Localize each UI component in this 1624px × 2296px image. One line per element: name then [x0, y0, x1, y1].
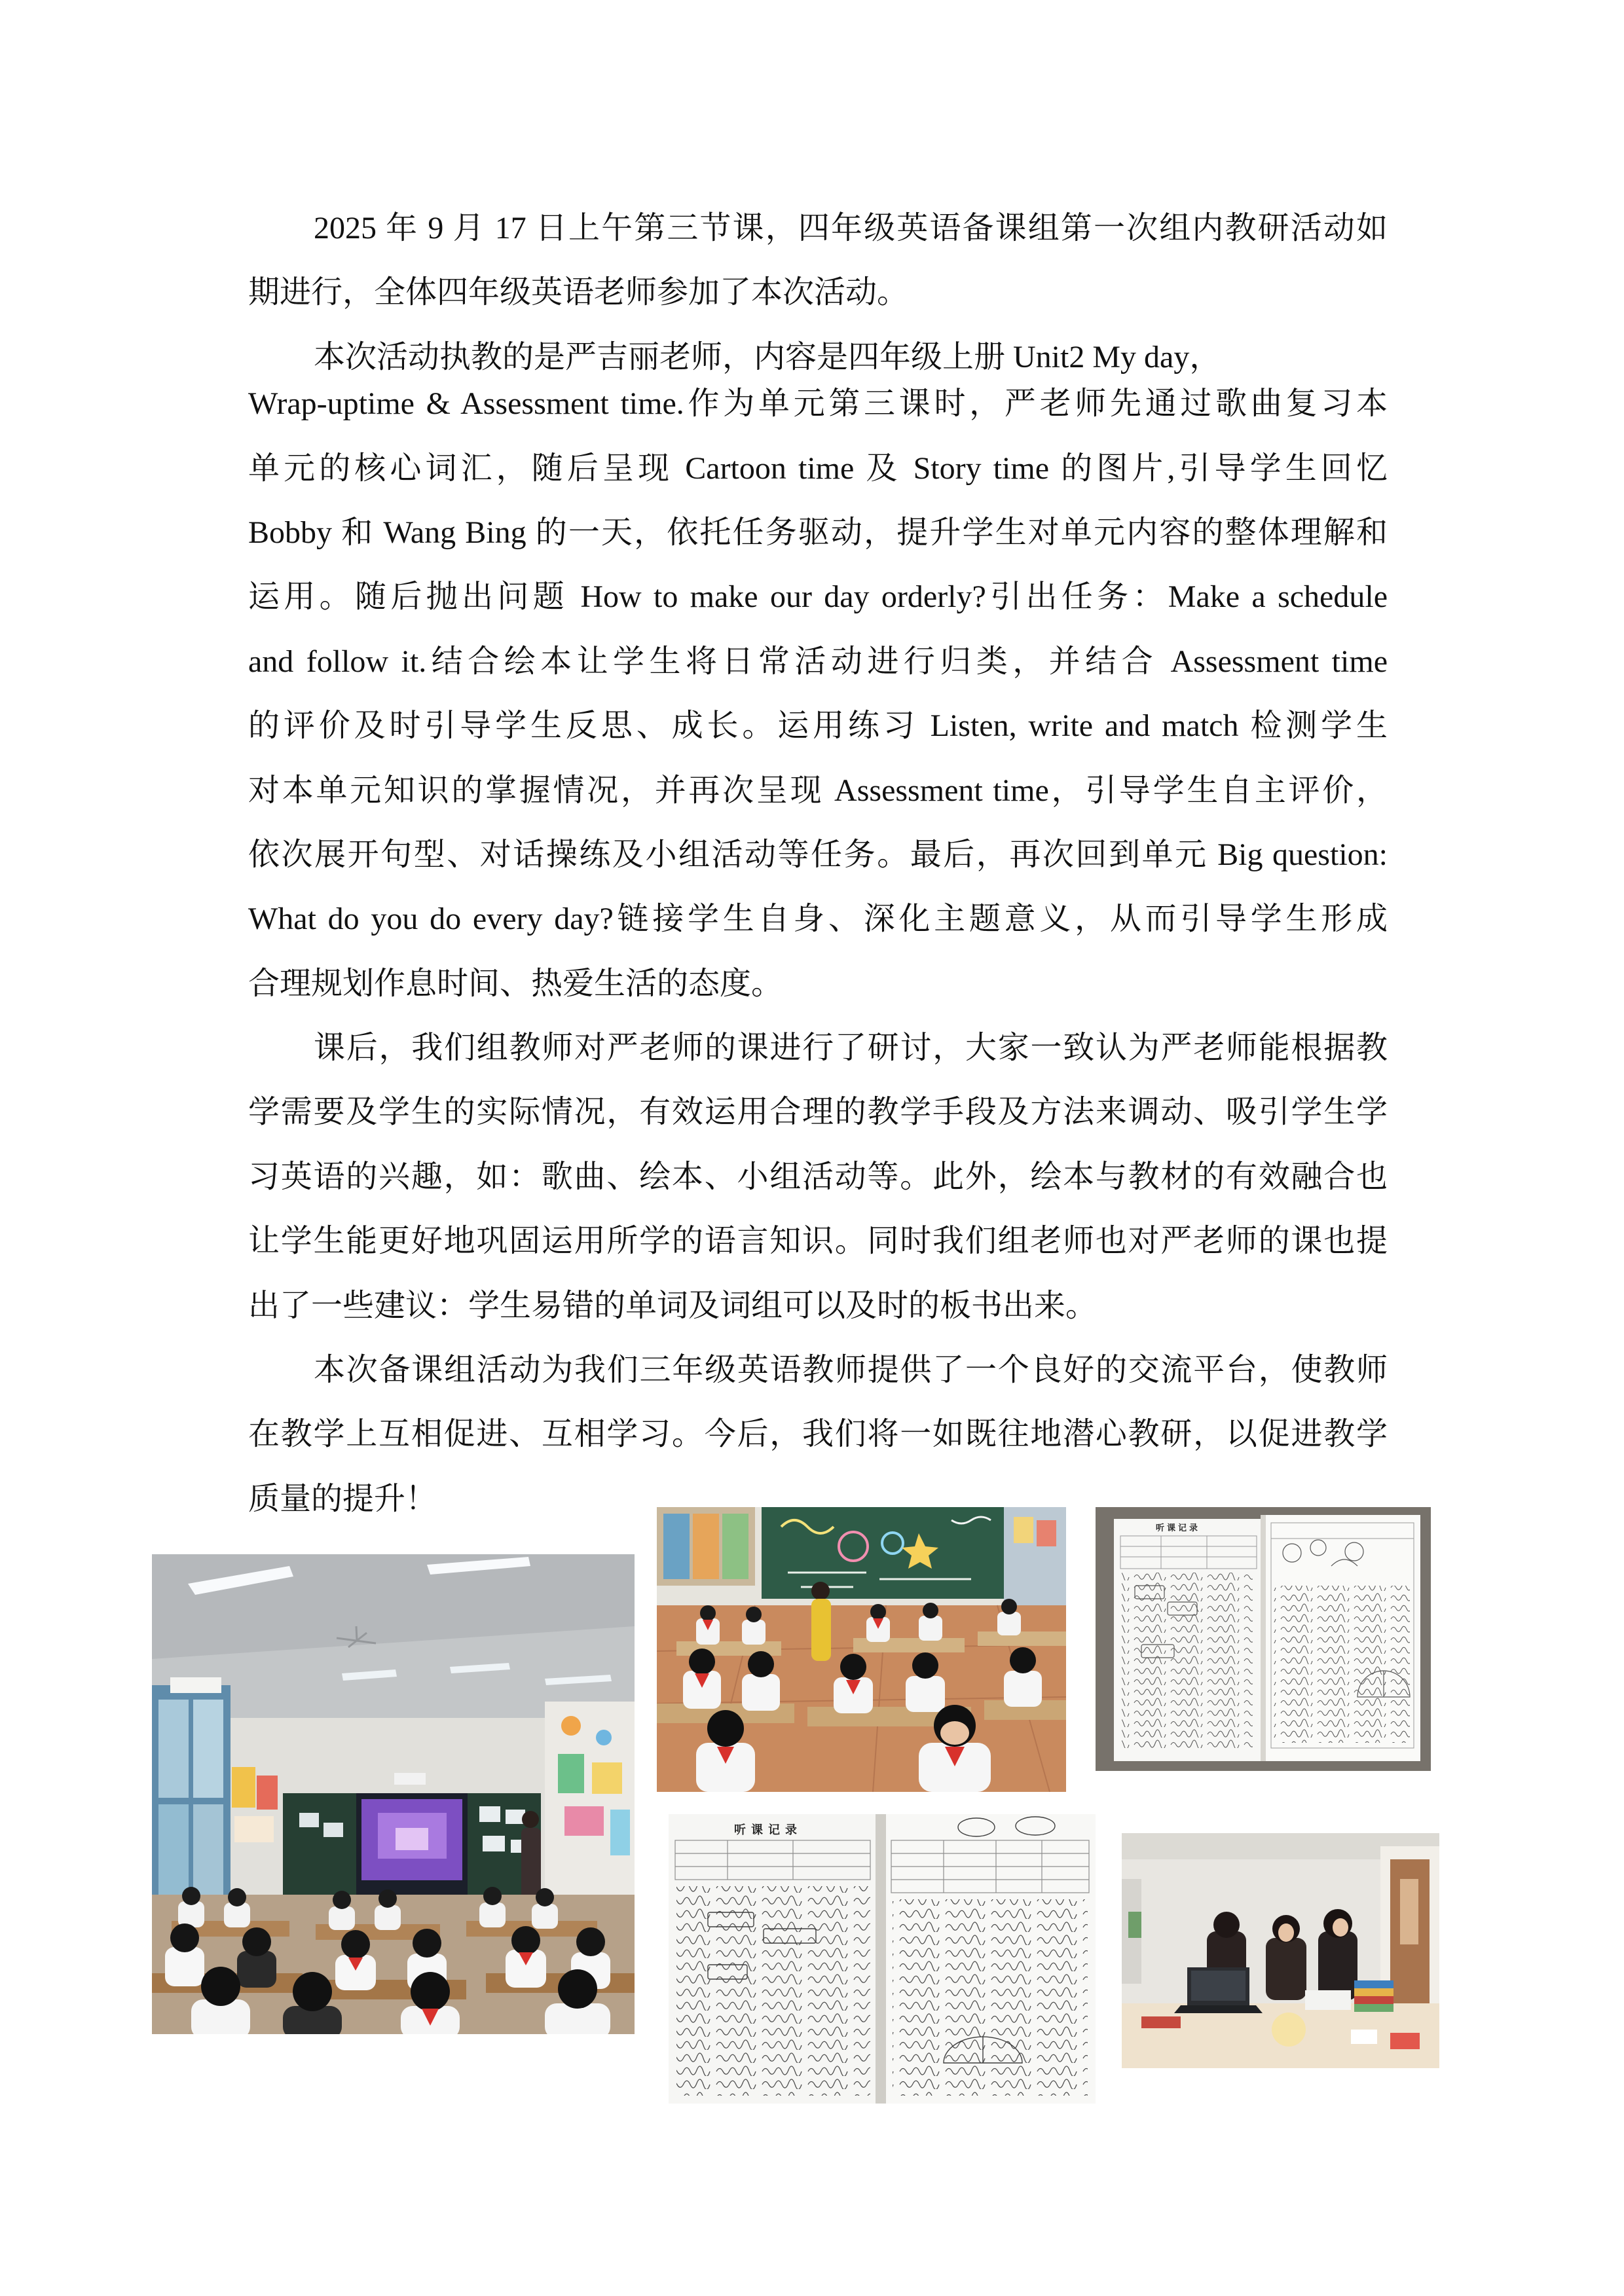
lesson-notes-picture-1	[1096, 1507, 1431, 1771]
photo-classroom-screen	[152, 1554, 635, 2034]
report-body	[248, 196, 1388, 1531]
classroom-screen-picture	[152, 1554, 635, 2034]
paragraph-2-line: and follow it.结合绘本让学生将日常活动进行归类，并结合 Assessment time	[248, 644, 1388, 679]
paragraph-3-line: 习英语的兴趣，如：歌曲、绘本、小组活动等。此外，绘本与教材的有效融合也	[248, 1159, 1388, 1194]
paragraph-1-line: 期进行，全体四年级英语老师参加了本次活动。	[248, 275, 909, 310]
paragraph-4-line: 本次备课组活动为我们三年级英语教师提供了一个良好的交流平台，使教师	[314, 1353, 1388, 1388]
notebook-heading: 听课记录	[1156, 1523, 1201, 1533]
notebook-heading: 听课记录	[734, 1823, 802, 1837]
lesson-notes-picture-2	[669, 1814, 1096, 2104]
paragraph-2-line: What do you do every day?链接学生自身、深化主题意义，从而引导学生形成	[248, 902, 1388, 937]
paragraph-3-line: 出了一些建议：学生易错的单词及词组可以及时的板书出来。	[248, 1288, 1098, 1323]
paragraph-3-line: 学需要及学生的实际情况，有效运用合理的教学手段及方法来调动、吸引学生学	[248, 1095, 1388, 1130]
photo-lesson-notes-1	[1096, 1507, 1431, 1771]
paragraph-4-line: 质量的提升！	[248, 1481, 437, 1516]
classroom-blackboard-picture	[657, 1507, 1066, 1792]
paragraph-1-line: 2025 年 9 月 17 日上午第三节课，四年级英语备课组第一次组内教研活动如	[314, 211, 1388, 246]
paragraph-3-line: 让学生能更好地巩固运用所学的语言知识。同时我们组老师也对严老师的课也提	[248, 1224, 1388, 1259]
paragraph-2-line: 运用。随后抛出问题 How to make our day orderly?引出任务：Make a schedule	[248, 579, 1388, 615]
paragraph-2-line: 本次活动执教的是严吉丽老师，内容是四年级上册 Unit2 My day，	[314, 339, 1221, 374]
paragraph-2-line: 单元的核心词汇，随后呈现 Cartoon time 及 Story time 的图片,引导学生回忆	[248, 450, 1388, 486]
paragraph-2-line: 的评价及时引导学生反思、成长。运用练习 Listen, write and match 检测学生	[248, 708, 1388, 744]
paragraph-2-line: 依次展开句型、对话操练及小组活动等任务。最后，再次回到单元 Big question:	[248, 837, 1388, 872]
photo-lesson-notes-2	[669, 1814, 1096, 2104]
paragraph-2-line: 合理规划作息时间、热爱生活的态度。	[248, 966, 783, 1001]
paragraph-2-line: 对本单元知识的掌握情况，并再次呈现 Assessment time，引导学生自主评价，	[248, 773, 1388, 808]
paragraph-2-line: Bobby 和 Wang Bing 的一天，依托任务驱动，提升学生对单元内容的整体理解和	[248, 515, 1388, 550]
paragraph-2-line: Wrap-uptime & Assessment time.作为单元第三课时，严老师先通过歌曲复习本	[248, 386, 1388, 422]
teachers-meeting-picture	[1122, 1833, 1439, 2068]
photo-classroom-blackboard	[657, 1507, 1066, 1792]
photo-teachers-meeting	[1122, 1833, 1439, 2068]
paragraph-3-line: 课后，我们组教师对严老师的课进行了研讨，大家一致认为严老师能根据教	[314, 1030, 1388, 1066]
paragraph-4-line: 在教学上互相促进、互相学习。今后，我们将一如既往地潜心教研，以促进教学	[248, 1417, 1388, 1452]
